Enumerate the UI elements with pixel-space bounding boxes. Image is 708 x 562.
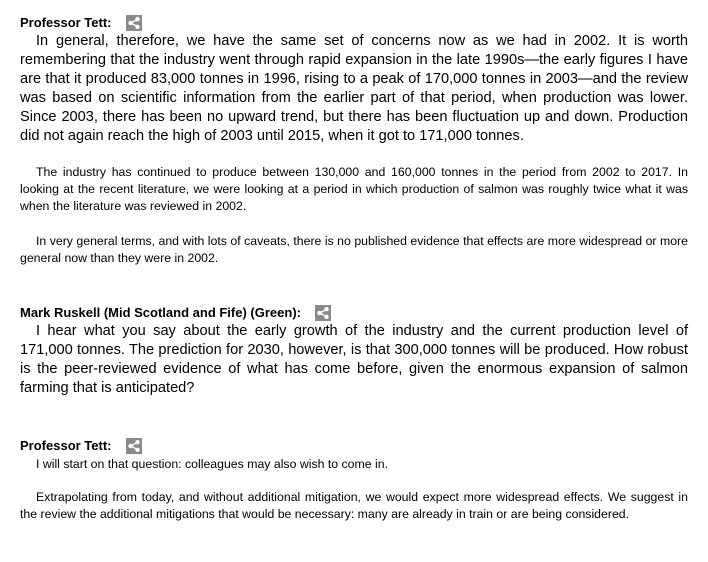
paragraph: I will start on that question: colleagues may also wish to come in.	[36, 457, 388, 471]
share-button[interactable]	[126, 15, 142, 31]
paragraph: I hear what you say about the early growth of the industry and the current production level of 171,000 tonnes. The prediction for 2030, however, is that 300,000 tonnes will be produced. How robust is the peer-reviewed evidence of what has come before, given the enormous expansion of salmon farming that is anticipated?	[20, 323, 688, 396]
speaker-name: Professor Tett:	[20, 15, 112, 30]
speaker-header	[20, 303, 331, 323]
paragraph: The industry has continued to produce between 130,000 and 160,000 tonnes in the period from 2002 to 2017. In looking at the recent literature, we were looking at a period in which production of salmon was roughly twice what it was when the literature was reviewed in 2002.	[20, 165, 688, 213]
paragraph: In very general terms, and with lots of caveats, there is no published evidence that effects are more widespread or more general now than they were in 2002.	[20, 234, 688, 265]
share-button[interactable]	[126, 438, 142, 454]
paragraph: In general, therefore, we have the same set of concerns now as we had in 2002. It is worth remembering that the industry went through rapid expansion in the late 1990s—the early figures I have are that it produced 83,000 tonnes in 1996, rising to a peak of 170,000 tonnes in 2003—and the review was based on scientific information from the earlier part of that period, when production was lower. Since 2003, there has been no upward trend, but there has been fluctuation up and down. Production did not again reach the high of 2003 until 2015, when it got to 171,000 tonnes.	[20, 33, 688, 144]
speaker-header	[20, 13, 142, 33]
speaker-header	[20, 436, 142, 456]
speaker-name: Professor Tett:	[20, 438, 112, 453]
share-icon	[315, 305, 331, 321]
speaker-name: Mark Ruskell (Mid Scotland and Fife) (Green):	[20, 305, 301, 320]
share-icon	[126, 15, 142, 31]
paragraph: Extrapolating from today, and without additional mitigation, we would expect more widespread effects. We suggest in the review the additional mitigations that would be necessary: many are already in train or are being considered.	[20, 490, 688, 521]
share-icon	[126, 438, 142, 454]
share-button[interactable]	[315, 305, 331, 321]
